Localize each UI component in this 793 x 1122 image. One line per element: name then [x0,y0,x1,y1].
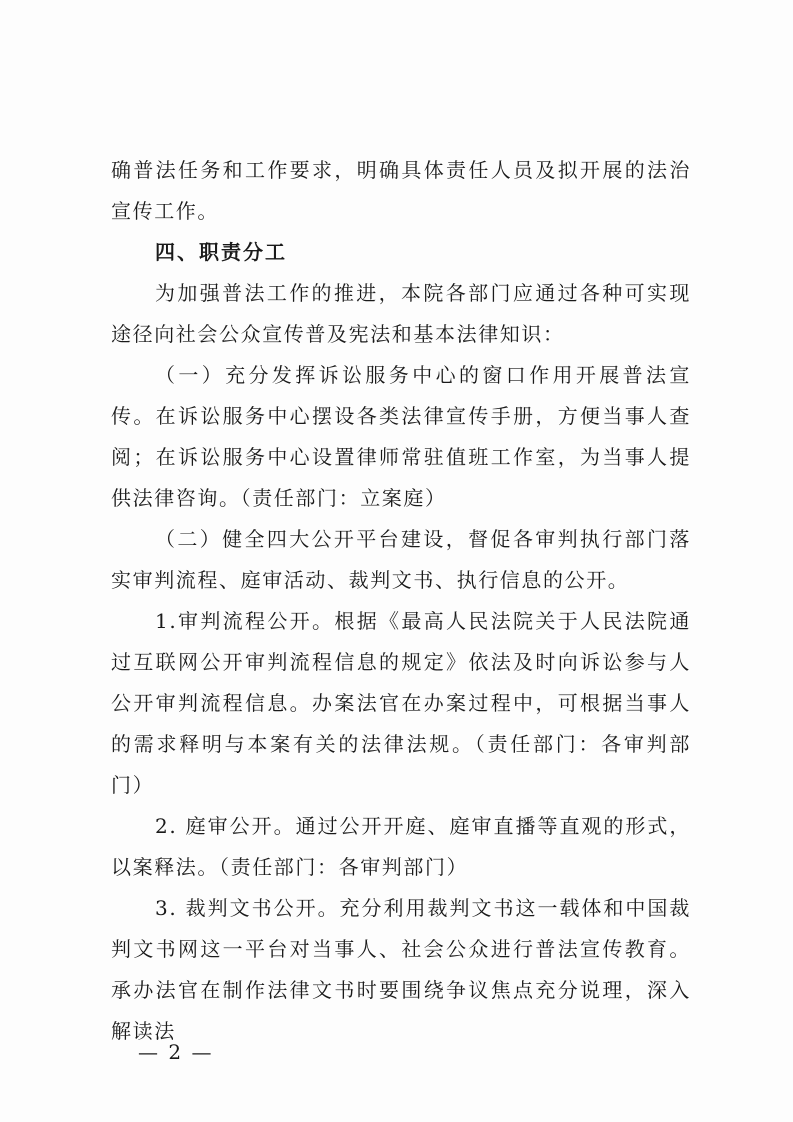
paragraph-subitem-3: 3. 裁判文书公开。充分利用裁判文书这一载体和中国裁判文书网这一平台对当事人、社会公众进行普法宣传教育。承办法官在制作法律文书时要围绕争议焦点充分说理，深入解读法 [111,896,691,1043]
section-heading: 四、职责分工 [155,240,287,264]
paragraph-item-2: （二）健全四大公开平台建设，督促各审判执行部门落实审判流程、庭审活动、裁判文书、执行信息的公开。 [111,527,691,592]
paragraph-continuation: 确普法任务和工作要求，明确具体责任人员及拟开展的法治宣传工作。 [111,158,691,223]
paragraph-item-1: （一）充分发挥诉讼服务中心的窗口作用开展普法宣传。在诉讼服务中心摆设各类法律宣传手册，方便当事人查阅；在诉讼服务中心设置律师常驻值班工作室，为当事人提供法律咨询。（责任部门：立案庭） [111,363,691,510]
paragraph-subitem-2: 2. 庭审公开。通过公开开庭、庭审直播等直观的形式，以案释法。（责任部门：各审判部门） [111,814,691,879]
page-number: — 2 — [138,1040,214,1064]
paragraph-subitem-1: 1.审判流程公开。根据《最高人民法院关于人民法院通过互联网公开审判流程信息的规定》依法及时向诉讼参与人公开审判流程信息。办案法官在办案过程中，可根据当事人的需求释明与本案有关的法律法规。（责任部门：各审判部门） [111,609,691,797]
document-body [111,150,691,1052]
paragraph-intro: 为加强普法工作的推进，本院各部门应通过各种可实现途径向社会公众宣传普及宪法和基本法律知识： [111,281,691,346]
